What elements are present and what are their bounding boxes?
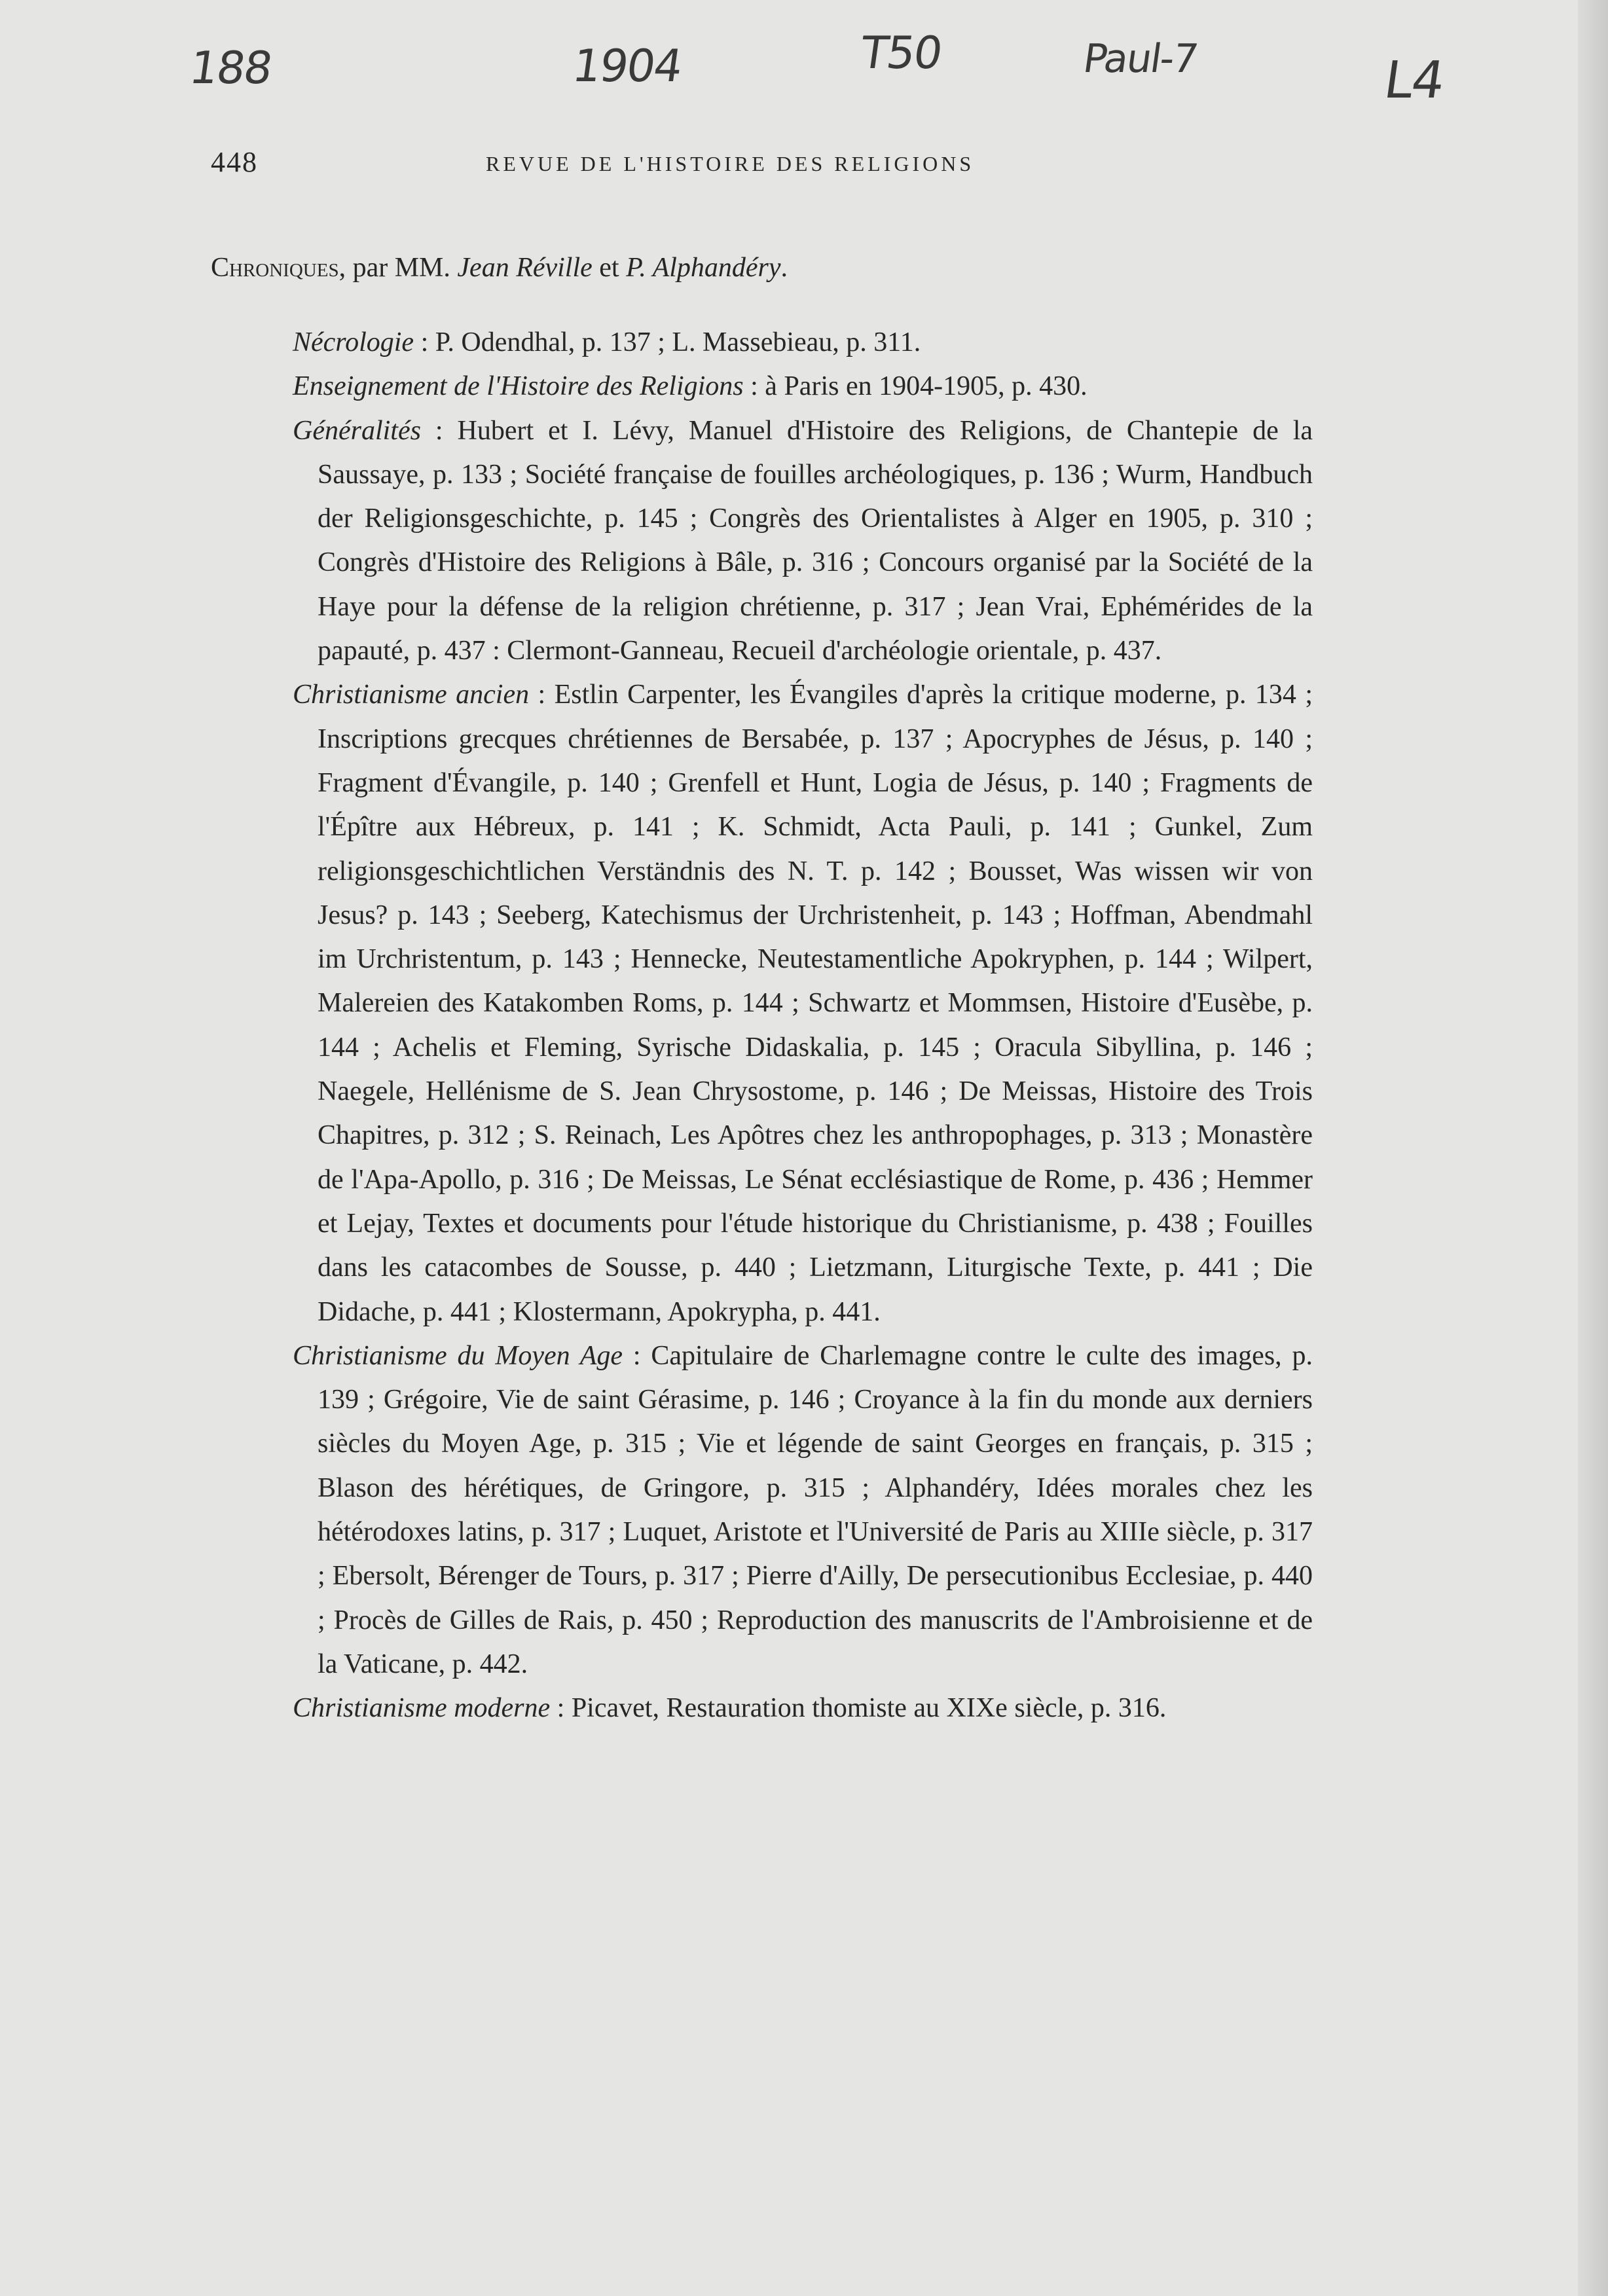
section-label: Chroniques xyxy=(211,253,339,283)
section-conjunction: et xyxy=(592,253,627,283)
entry-christianisme-ancien xyxy=(293,673,1313,1334)
entry-christianisme-moderne xyxy=(293,1686,1313,1730)
entry-label: Christianisme du Moyen Age xyxy=(293,1340,623,1371)
handwritten-note-5: L4 xyxy=(1380,51,1448,110)
entry-label: Christianisme moderne xyxy=(293,1693,551,1724)
section-by: , par MM. xyxy=(338,253,450,283)
entry-text: : à Paris en 1904-1905, p. 430. xyxy=(743,371,1087,402)
section-author-1: Jean Réville xyxy=(457,253,593,283)
running-head xyxy=(211,145,1324,185)
entry-enseignement xyxy=(293,365,1313,409)
entry-text: : P. Odendhal, p. 137 ; L. Massebieau, p. 311. xyxy=(414,327,921,357)
entry-generalites xyxy=(293,409,1313,674)
entry-text: : Estlin Carpenter, les Évangiles d'après la critique moderne, p. 134 ; Inscriptions grecques chrétiennes de Bersabée, p. 137 ; Apocryphes de Jésus, p. 140 ; Fragment d'Évangile, p. 140 ; Grenfell et Hunt, Logia de Jésus, p. 140 ; Fragments de l'Épître aux Hébreux, p. 141 ; K. Schmidt, Acta Pauli, p. 141 ; Gunkel, Zum religionsgeschichtlichen Verständnis des N. T. p. 142 ; Bousset, Was wissen wir von Jesus? p. 143 ; Seeberg, Katechismus der Urchristenheit, p. 143 ; Hoffman, Abendmahl im Urchristentum, p. 143 ; Hennecke, Neutestamentliche Apokryphen, p. 144 ; Wilpert, Malereien des Katakomben Roms, p. 144 ; Schwartz et Mommsen, Histoire d'Eusèbe, p. 144 ; Achelis et Fleming, Syrische Didaskalia, p. 145 ; Oracula Sibyllina, p. 146 ; Naegele, Hellénisme de S. Jean Chrysostome, p. 146 ; De Meissas, Histoire des Trois Chapitres, p. 312 ; S. Reinach, Les Apôtres chez les anthropophages, p. 313 ; Monastère de l'Apa-Apollo, p. 316 ; De Meissas, Le Sénat ecclésiastique de Rome, p. 436 ; Hemmer et Lejay, Textes et documents pour l'étude historique du Christianisme, p. 438 ; Fouilles dans les catacombes de Sousse, p. 440 ; Lietzmann, Liturgische Texte, p. 441 ; Die Didache, p. 441 ; Klostermann, Apokrypha, p. 441. xyxy=(318,680,1313,1327)
entry-text: : Hubert et I. Lévy, Manuel d'Histoire des Religions, de Chantepie de la Saussaye, p. 133 ; Société française de fouilles archéologiques, p. 136 ; Wurm, Handbuch der Religionsgeschichte, p. 145 ; Congrès des Orientalistes à Alger en 1905, p. 310 ; Congrès d'Histoire des Religions à Bâle, p. 316 ; Concours organisé par la Société de la Haye pour la défense de la religion chrétienne, p. 317 ; Jean Vrai, Ephémérides de la papauté, p. 437 : Clermont-Ganneau, Recueil d'archéologie orientale, p. 437. xyxy=(318,415,1313,666)
journal-title: REVUE DE L'HISTOIRE DES RELIGIONS xyxy=(486,152,975,175)
entry-text: : Capitulaire de Charlemagne contre le culte des images, p. 139 ; Grégoire, Vie de saint Gérasime, p. 146 ; Croyance à la fin du monde aux derniers siècles du Moyen Age, p. 315 ; Vie et légende de saint Georges en français, p. 315 ; Blason des hérétiques, de Gringore, p. 315 ; Alphandéry, Idées morales chez les hétérodoxes latins, p. 317 ; Luquet, Aristote et l'Université de Paris au XIIIe siècle, p. 317 ; Ebersolt, Bérenger de Tours, p. 317 ; Pierre d'Ailly, De persecutionibus Ecclesiae, p. 440 ; Procès de Gilles de Rais, p. 450 ; Reproduction des manuscrits de l'Ambroisienne et de la Vaticane, p. 442. xyxy=(318,1340,1313,1679)
page-number: 448 xyxy=(211,146,258,178)
handwritten-note-4: Paul-7 xyxy=(1080,36,1200,82)
entry-label: Enseignement de l'Histoire des Religions xyxy=(293,371,744,402)
entry-label: Christianisme ancien xyxy=(293,680,530,710)
section-author-2: P. Alphandéry xyxy=(626,253,781,283)
entry-list xyxy=(0,321,1608,1731)
entry-christianisme-moyen-age xyxy=(293,1334,1313,1686)
handwritten-note-3: T50 xyxy=(857,27,945,79)
entry-text: : Picavet, Restauration thomiste au XIXe siècle, p. 316. xyxy=(550,1693,1167,1724)
entry-label: Généralités xyxy=(293,415,421,446)
section-end: . xyxy=(780,253,788,283)
entry-necrologie xyxy=(293,321,1313,365)
entry-label: Nécrologie xyxy=(293,327,414,357)
handwritten-note-1: 188 xyxy=(186,43,275,94)
handwritten-note-2: 1904 xyxy=(569,41,685,92)
section-title xyxy=(211,252,788,283)
